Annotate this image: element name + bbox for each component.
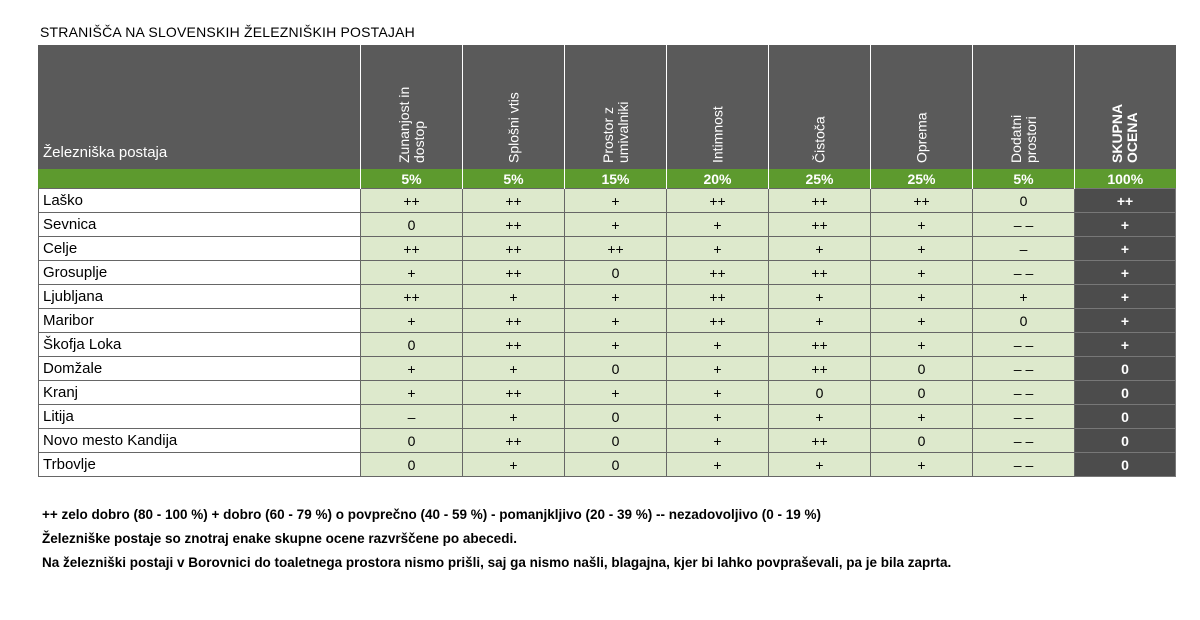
- score-cell: +: [361, 261, 463, 285]
- criterion-header: [871, 45, 973, 169]
- score-cell: +: [769, 237, 871, 261]
- station-name: Maribor: [39, 309, 361, 333]
- station-name: Kranj: [39, 381, 361, 405]
- score-cell: +: [871, 261, 973, 285]
- score-cell: ++: [871, 189, 973, 213]
- criterion-header: [973, 45, 1075, 169]
- score-cell: +: [871, 405, 973, 429]
- total-header: [1075, 45, 1176, 169]
- score-cell: ++: [667, 261, 769, 285]
- score-cell: +: [769, 285, 871, 309]
- total-score-cell: 0: [1075, 429, 1176, 453]
- score-cell: +: [565, 381, 667, 405]
- score-cell: ++: [361, 189, 463, 213]
- score-cell: +: [667, 333, 769, 357]
- score-cell: +: [769, 309, 871, 333]
- total-score-cell: +: [1075, 213, 1176, 237]
- total-score-cell: 0: [1075, 357, 1176, 381]
- station-column-header: Železniška postaja: [39, 45, 361, 169]
- score-cell: –: [973, 237, 1075, 261]
- score-cell: ++: [463, 333, 565, 357]
- station-name: Ljubljana: [39, 285, 361, 309]
- weights-blank-cell: [39, 169, 361, 189]
- total-score-cell: +: [1075, 309, 1176, 333]
- score-cell: +: [667, 237, 769, 261]
- document-title: STRANIŠČA NA SLOVENSKIH ŽELEZNIŠKIH POSTAJAH: [40, 24, 415, 40]
- score-cell: +: [565, 309, 667, 333]
- criterion-label: Oprema: [913, 112, 929, 163]
- table-row: [39, 213, 1176, 237]
- score-cell: ++: [667, 285, 769, 309]
- station-name: Grosuplje: [39, 261, 361, 285]
- score-cell: 0: [871, 381, 973, 405]
- score-cell: +: [973, 285, 1075, 309]
- score-cell: +: [871, 309, 973, 333]
- score-cell: 0: [565, 261, 667, 285]
- score-cell: +: [769, 453, 871, 477]
- score-cell: – –: [973, 453, 1075, 477]
- criterion-label: Zunanjost in dostop: [395, 86, 427, 163]
- table-row: [39, 333, 1176, 357]
- score-cell: ++: [769, 429, 871, 453]
- total-score-cell: +: [1075, 237, 1176, 261]
- total-score-cell: 0: [1075, 381, 1176, 405]
- score-cell: ++: [361, 237, 463, 261]
- score-cell: 0: [361, 333, 463, 357]
- legend: [42, 503, 1172, 575]
- total-score-cell: +: [1075, 285, 1176, 309]
- score-cell: +: [667, 429, 769, 453]
- total-score-cell: 0: [1075, 405, 1176, 429]
- criterion-header: [667, 45, 769, 169]
- weights-row: [39, 169, 1176, 189]
- station-name: Celje: [39, 237, 361, 261]
- legend-note-sorting: Železniške postaje so znotraj enake skupne ocene razvrščene po abecedi.: [42, 531, 517, 546]
- weight-cell: 5%: [973, 169, 1075, 189]
- station-name: Litija: [39, 405, 361, 429]
- score-cell: ++: [463, 309, 565, 333]
- total-score-cell: +: [1075, 333, 1176, 357]
- table-row: [39, 357, 1176, 381]
- legend-note-borovnica: Na železniški postaji v Borovnici do toaletnega prostora nismo prišli, saj ga nismo našli, blagajna, kjer bi lahko povpraševali, pa je bila zaprta.: [42, 555, 952, 570]
- score-cell: 0: [361, 429, 463, 453]
- score-cell: 0: [973, 189, 1075, 213]
- weight-cell: 25%: [769, 169, 871, 189]
- table-body: [39, 189, 1176, 477]
- score-cell: 0: [565, 429, 667, 453]
- score-cell: +: [667, 453, 769, 477]
- station-name: Sevnica: [39, 213, 361, 237]
- score-cell: ++: [769, 213, 871, 237]
- score-cell: – –: [973, 261, 1075, 285]
- score-cell: ++: [667, 309, 769, 333]
- score-cell: +: [871, 237, 973, 261]
- score-cell: 0: [973, 309, 1075, 333]
- total-score-cell: +: [1075, 261, 1176, 285]
- score-cell: +: [463, 405, 565, 429]
- score-cell: ++: [361, 285, 463, 309]
- ratings-table: [38, 45, 1176, 477]
- score-cell: +: [769, 405, 871, 429]
- score-cell: – –: [973, 357, 1075, 381]
- score-cell: +: [463, 285, 565, 309]
- total-weight-cell: 100%: [1075, 169, 1176, 189]
- station-name: Laško: [39, 189, 361, 213]
- score-cell: +: [871, 285, 973, 309]
- criterion-header: [769, 45, 871, 169]
- score-cell: ++: [463, 237, 565, 261]
- score-cell: 0: [871, 357, 973, 381]
- score-cell: +: [565, 333, 667, 357]
- score-cell: ++: [667, 189, 769, 213]
- score-cell: ++: [769, 261, 871, 285]
- score-cell: +: [361, 357, 463, 381]
- score-cell: ++: [463, 189, 565, 213]
- criterion-label: Splošni vtis: [505, 92, 521, 163]
- score-cell: ++: [565, 237, 667, 261]
- score-cell: ++: [769, 357, 871, 381]
- score-cell: +: [871, 213, 973, 237]
- score-cell: +: [871, 453, 973, 477]
- score-cell: +: [667, 381, 769, 405]
- table-row: [39, 405, 1176, 429]
- score-cell: +: [463, 357, 565, 381]
- score-cell: +: [667, 213, 769, 237]
- score-cell: –: [361, 405, 463, 429]
- criterion-label: Intimnost: [709, 106, 725, 163]
- station-name: Trbovlje: [39, 453, 361, 477]
- criterion-label: Prostor z umivalniki: [599, 101, 631, 163]
- table-row: [39, 261, 1176, 285]
- criterion-label: Dodatni prostori: [1007, 114, 1039, 163]
- score-cell: +: [667, 405, 769, 429]
- score-cell: 0: [565, 405, 667, 429]
- score-cell: – –: [973, 381, 1075, 405]
- score-cell: – –: [973, 333, 1075, 357]
- criterion-header: [565, 45, 667, 169]
- table-row: [39, 381, 1176, 405]
- table-row: [39, 453, 1176, 477]
- score-cell: ++: [463, 429, 565, 453]
- table-row: [39, 189, 1176, 213]
- criterion-header: [463, 45, 565, 169]
- score-cell: 0: [769, 381, 871, 405]
- total-score-cell: ++: [1075, 189, 1176, 213]
- station-name: Novo mesto Kandija: [39, 429, 361, 453]
- header-row: [39, 45, 1176, 169]
- score-cell: ++: [463, 381, 565, 405]
- score-cell: ++: [463, 213, 565, 237]
- score-cell: ++: [463, 261, 565, 285]
- score-cell: +: [871, 333, 973, 357]
- station-name: Domžale: [39, 357, 361, 381]
- score-cell: – –: [973, 405, 1075, 429]
- criterion-label: Čistoča: [811, 116, 827, 163]
- score-cell: +: [667, 357, 769, 381]
- score-cell: +: [565, 285, 667, 309]
- score-cell: +: [361, 381, 463, 405]
- weight-cell: 25%: [871, 169, 973, 189]
- score-cell: 0: [871, 429, 973, 453]
- score-cell: – –: [973, 429, 1075, 453]
- table-row: [39, 237, 1176, 261]
- score-cell: 0: [361, 213, 463, 237]
- score-cell: 0: [565, 357, 667, 381]
- weight-cell: 5%: [463, 169, 565, 189]
- score-cell: +: [463, 453, 565, 477]
- score-cell: +: [565, 213, 667, 237]
- legend-scale: ++ zelo dobro (80 - 100 %) + dobro (60 - 79 %) o povprečno (40 - 59 %) - pomanjkljivo (20 - 39 %) -- nezadovoljivo (0 - 19 %): [42, 507, 822, 522]
- score-cell: +: [361, 309, 463, 333]
- table-row: [39, 309, 1176, 333]
- score-cell: – –: [973, 213, 1075, 237]
- weight-cell: 5%: [361, 169, 463, 189]
- station-name: Škofja Loka: [39, 333, 361, 357]
- score-cell: +: [565, 189, 667, 213]
- score-cell: 0: [361, 453, 463, 477]
- score-cell: ++: [769, 189, 871, 213]
- total-score-cell: 0: [1075, 453, 1176, 477]
- table-row: [39, 429, 1176, 453]
- criterion-header: [361, 45, 463, 169]
- score-cell: ++: [769, 333, 871, 357]
- score-cell: 0: [565, 453, 667, 477]
- table-row: [39, 285, 1176, 309]
- weight-cell: 15%: [565, 169, 667, 189]
- total-label: SKUPNA OCENA: [1109, 104, 1141, 163]
- weight-cell: 20%: [667, 169, 769, 189]
